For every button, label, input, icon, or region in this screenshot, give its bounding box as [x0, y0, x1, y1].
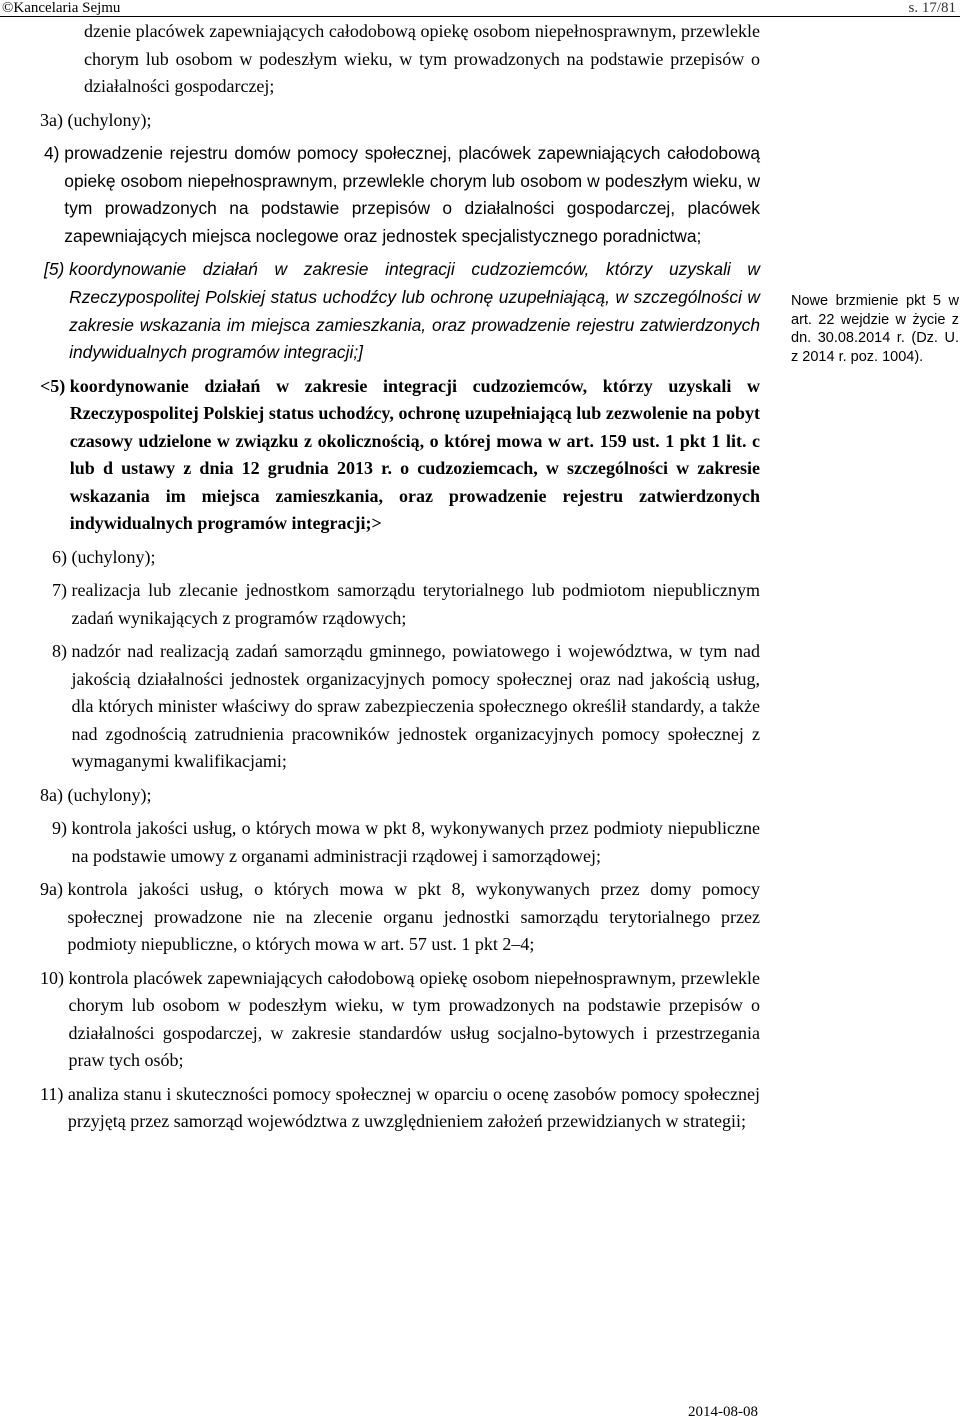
point-9a-number: 9a) [40, 879, 68, 900]
point-11-text: analiza stanu i skuteczności pomocy społecznej w oparciu o ocenę zasobów pomocy społecznej przyjętą przez samorząd województwa z uwzględnieniem założeń przewidzianych w strategii; [67, 1083, 760, 1132]
point-4 [40, 140, 760, 250]
page-header [0, 0, 960, 16]
point-8-text: nadzór nad realizacją zadań samorządu gminnego, powiatowego i województwa, w tym nad jakością działalności jednostek organizacyjnych pomocy społecznej oraz nad jakością usług, dla których minister właściwy do spraw zabezpieczenia społecznego określił standardy, a także nad zgodnością zatrudnienia pracowników jednostek organizacyjnych pomocy społecznej z wymaganymi kwalifikacjami; [71, 641, 760, 772]
point-4-text: prowadzenie rejestru domów pomocy społecznej, placówek zapewniających całodobową opiekę osobom niepełnosprawnym, przewlekle chorym lub osobom w podeszłym wieku, w tym prowadzonych na podstawie przepisów o działalności gospodarczej, placówek zapewniających miejsca noclegowe oraz jednostek specjalistycznego poradnictwa; [64, 143, 760, 246]
continuation-paragraph: dzenie placówek zapewniających całodobową opiekę osobom niepełnosprawnym, przewlekle chorym lub osobom w podeszłym wieku, w tym prowadzonych na podstawie przepisów o działalności gospodarczej; [84, 21, 760, 96]
point-7-text: realizacja lub zlecanie jednostkom samorządu terytorialnego lub podmiotom niepublicznym zadań wynikających z programów rządowych; [71, 580, 760, 628]
point-6: 6) (uchylony); [52, 546, 156, 567]
point-10-text: kontrola placówek zapewniających całodobową opiekę osobom niepełnosprawnym, przewlekle chorym lub osobom w podeszłym wieku, w tym prowadzonych na podstawie przepisów o działalności gospodarczej, w zakresie standardów usług socjalno-bytowych i przestrzegania praw tych osób; [68, 967, 760, 1071]
point-5-old-text: koordynowanie działań w zakresie integracji cudzoziemców, którzy uzyskali w Rzeczypospolitej Polskiej status uchodźcy lub ochronę uzupełniającą, w szczególności w zakresie wskazania im miejsca zamieszkania, oraz prowadzenie rejestru zatwierdzonych indywidualnych programów integracji;] [69, 259, 760, 363]
point-7 [40, 577, 760, 632]
point-5-old-number: [5) [44, 259, 70, 280]
header-source: ©Kancelaria Sejmu [2, 0, 121, 16]
point-7-number: 7) [52, 580, 72, 601]
point-11-number: 11) [40, 1083, 68, 1104]
point-9 [40, 815, 760, 870]
point-9a-text: kontrola jakości usług, o których mowa w pkt 8, wykonywanych przez domy pomocy społecznej prowadzone nie na zlecenie organu jednostki samorządu terytorialnego przez podmioty niepubliczne, o których mowa w art. 57 ust. 1 pkt 2–4; [67, 879, 760, 955]
point-11 [40, 1081, 760, 1136]
header-rule [0, 16, 960, 17]
margin-note: Nowe brzmienie pkt 5 w art. 22 wejdzie w życie z dn. 30.08.2014 r. (Dz. U. z 2014 r. poz. 1004). [791, 293, 959, 365]
point-10-number: 10) [40, 967, 69, 988]
point-8 [40, 638, 760, 776]
point-9a [40, 876, 760, 959]
point-10 [40, 965, 760, 1075]
point-5-old [40, 256, 760, 366]
point-5-new-text: koordynowanie działań w zakresie integracji cudzoziemców, którzy uzyskali w Rzeczypospolitej Polskiej status uchodźcy, ochronę uzupełniającą lub zezwolenie na pobyt czasowy udzielone w związku z okolicznością, o której mowa w art. 159 ust. 1 pkt 1 lit. c lub d ustawy z dnia 12 grudnia 2013 r. o cudzoziemcach, w szczególności w zakresie wskazania im miejsca zamieszkania, oraz prowadzenie rejestru zatwierdzonych indywidualnych programów integracji;> [69, 375, 760, 534]
point-5-new-number: <5) [40, 375, 70, 396]
page-footer-date: 2014-08-08 [688, 1404, 758, 1420]
point-4-number: 4) [44, 143, 65, 163]
point-5-new [40, 373, 760, 538]
point-9-text: kontrola jakości usług, o których mowa w pkt 8, wykonywanych przez podmioty niepubliczne na podstawie umowy z organami administracji rządowej i samorządowej; [71, 818, 760, 866]
point-8-number: 8) [52, 641, 72, 662]
point-9-number: 9) [52, 818, 72, 839]
document-body [40, 18, 760, 1136]
point-3a: 3a) (uchylony); [40, 109, 152, 130]
page-number: s. 17/81 [908, 0, 956, 16]
point-8a: 8a) (uchylony); [40, 784, 152, 805]
